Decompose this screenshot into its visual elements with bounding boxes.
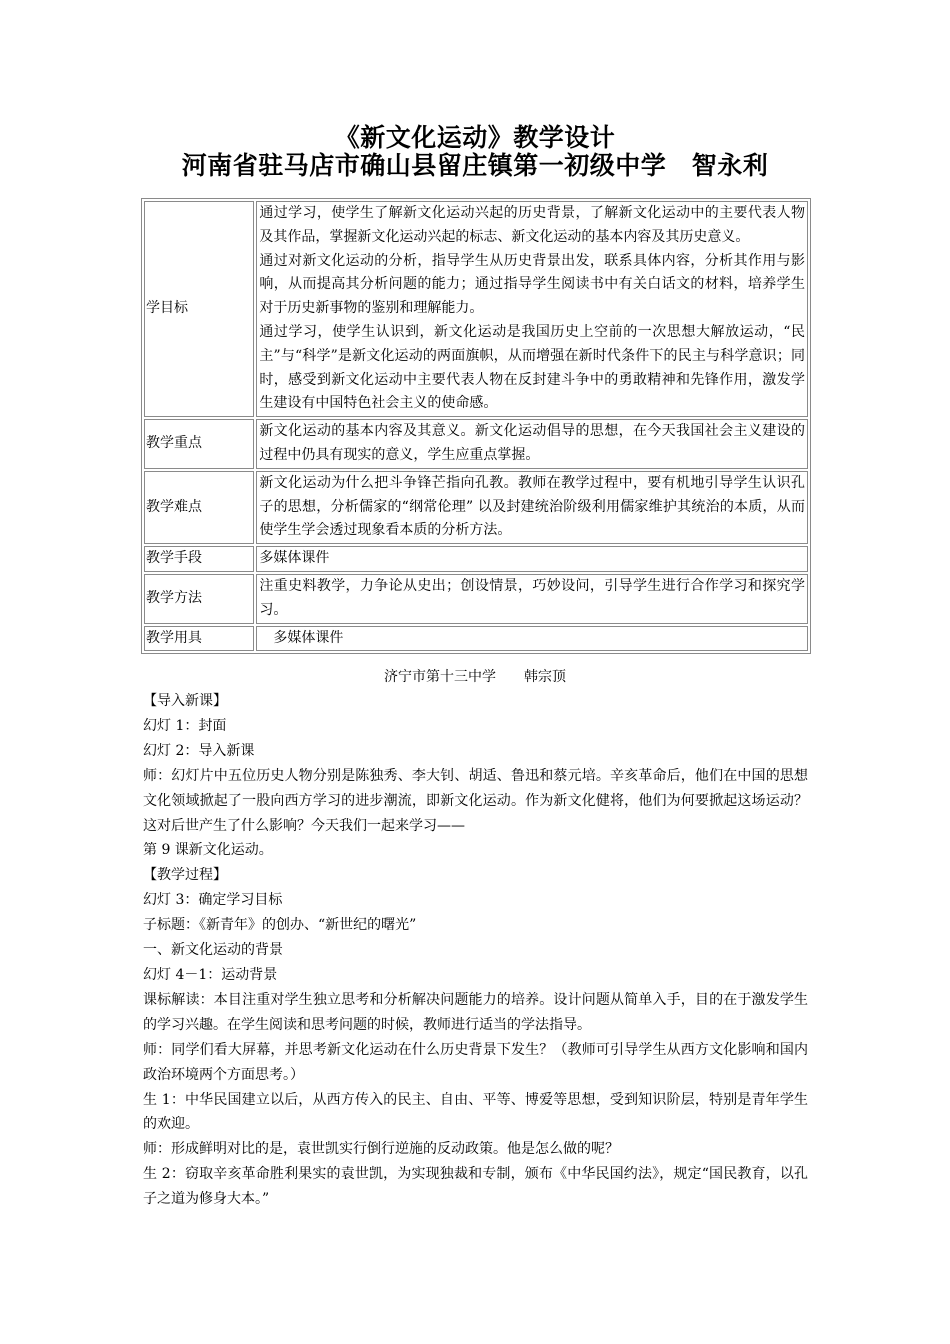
document-title: 《新文化运动》教学设计 [334,123,616,152]
body-line: 幻灯 1：封面 [143,717,227,734]
row-content [256,419,808,469]
objective-paragraph: 通过对新文化运动的分析，指导学生从历史背景出发，联系具体内容，分析其作用与影响，从而提高其分析问题的能力；通过指导学生阅读书中有关白话文的材料，培养学生对于历史新事物的鉴别和理解能力。 [259,252,805,317]
body-line: 幻灯 4－1：运动背景 [143,966,278,983]
table-row [144,574,808,624]
table-row [144,626,808,652]
body-line: 一、新文化运动的背景 [143,942,283,959]
table-row [144,546,808,572]
school-author-line: 济宁市第十三中学 韩宗顶 [384,669,566,685]
row-label: 学目标 [144,201,254,417]
body-line: 师：形成鲜明对比的是，袁世凯实行倒行逆施的反动政策。他是怎么做的呢？ [143,1141,619,1158]
row-content [256,626,808,652]
row-content [256,471,808,544]
body-line: 第 9 课新文化运动。 [143,842,273,859]
table-row [144,471,808,544]
row-label: 教学难点 [144,471,254,544]
means-paragraph: 多媒体课件 [259,550,330,567]
row-content [256,574,808,624]
method-paragraph: 注重史料教学，力争论从史出；创设情景，巧妙设问，引导学生进行合作学习和探究学习。 [259,577,805,618]
section-heading: 【教学过程】 [143,867,227,884]
body-line: 幻灯 2：导入新课 [143,742,255,759]
key-point-paragraph: 新文化运动的基本内容及其意义。新文化运动倡导的思想，在今天我国社会主义建设的过程中仍具有现实的意义，学生应重点掌握。 [259,423,805,463]
body-line: 师：幻灯片中五位历史人物分别是陈独秀、李大钊、胡适、鲁迅和蔡元培。辛亥革命后，他们在中国的思想文化领域掀起了一股向西方学习的进步潮流，即新文化运动。作为新文化健将，他们为何要掀起这场运动？这对后世产生了什么影响？今天我们一起来学习—— [143,767,808,834]
row-content [256,546,808,572]
body-line: 子标题：《新青年》的创办、“新世纪的曙光” [143,917,417,934]
table-row [144,419,808,469]
row-label: 教学用具 [144,626,254,652]
objective-paragraph: 通过学习，使学生认识到，新文化运动是我国历史上空前的一次思想大解放运动，“民主”与“科学”是新文化运动的两面旗帜，从而增强在新时代条件下的民主与科学意识；同时，感受到新文化运动中主要代表人物在反封建斗争中的勇敢精神和先锋作用，激发学生建设有中国特色社会主义的使命感。 [259,323,805,412]
body-line: 生 2：窃取辛亥革命胜利果实的袁世凯，为实现独裁和专制，颁布《中华民国约法》，规定“国民教育，以孔子之道为修身大本。” [143,1166,808,1208]
tools-paragraph: 多媒体课件 [259,629,344,646]
document-author-line: 河南省驻马店市确山县留庄镇第一初级中学 智永利 [181,151,769,180]
section-heading: 【导入新课】 [143,693,227,709]
body-line: 师：同学们看大屏幕，并思考新文化运动在什么历史背景下发生？（教师可引导学生从西方文化影响和国内政治环境两个方面思考。） [143,1041,808,1083]
objective-paragraph: 通过学习，使学生了解新文化运动兴起的历史背景，了解新文化运动中的主要代表人物及其作品，掌握新文化运动兴起的标志、新文化运动的基本内容及其历史意义。 [259,205,805,245]
row-label: 教学重点 [144,419,254,469]
row-content [256,201,808,417]
difficulty-paragraph: 新文化运动为什么把斗争锋芒指向孔教。教师在教学过程中，要有机地引导学生认识孔子的思想，分析儒家的“纲常伦理” 以及封建统治阶级利用儒家维护其统治的本质，从而使学生学会透过现象看本质的分析方法。 [259,474,805,539]
row-label: 教学手段 [144,546,254,572]
lesson-body [143,689,808,1212]
table-row [144,201,808,417]
row-label: 教学方法 [144,574,254,624]
lesson-plan-table [141,198,811,654]
body-line: 课标解读：本目注重对学生独立思考和分析解决问题能力的培养。设计问题从简单入手，目的在于激发学生的学习兴趣。在学生阅读和思考问题的时候，教师进行适当的学法指导。 [143,991,808,1033]
body-line: 幻灯 3：确定学习目标 [143,892,283,909]
body-line: 生 1：中华民国建立以后，从西方传入的民主、自由、平等、博爱等思想，受到知识阶层，特别是青年学生的欢迎。 [143,1091,808,1133]
